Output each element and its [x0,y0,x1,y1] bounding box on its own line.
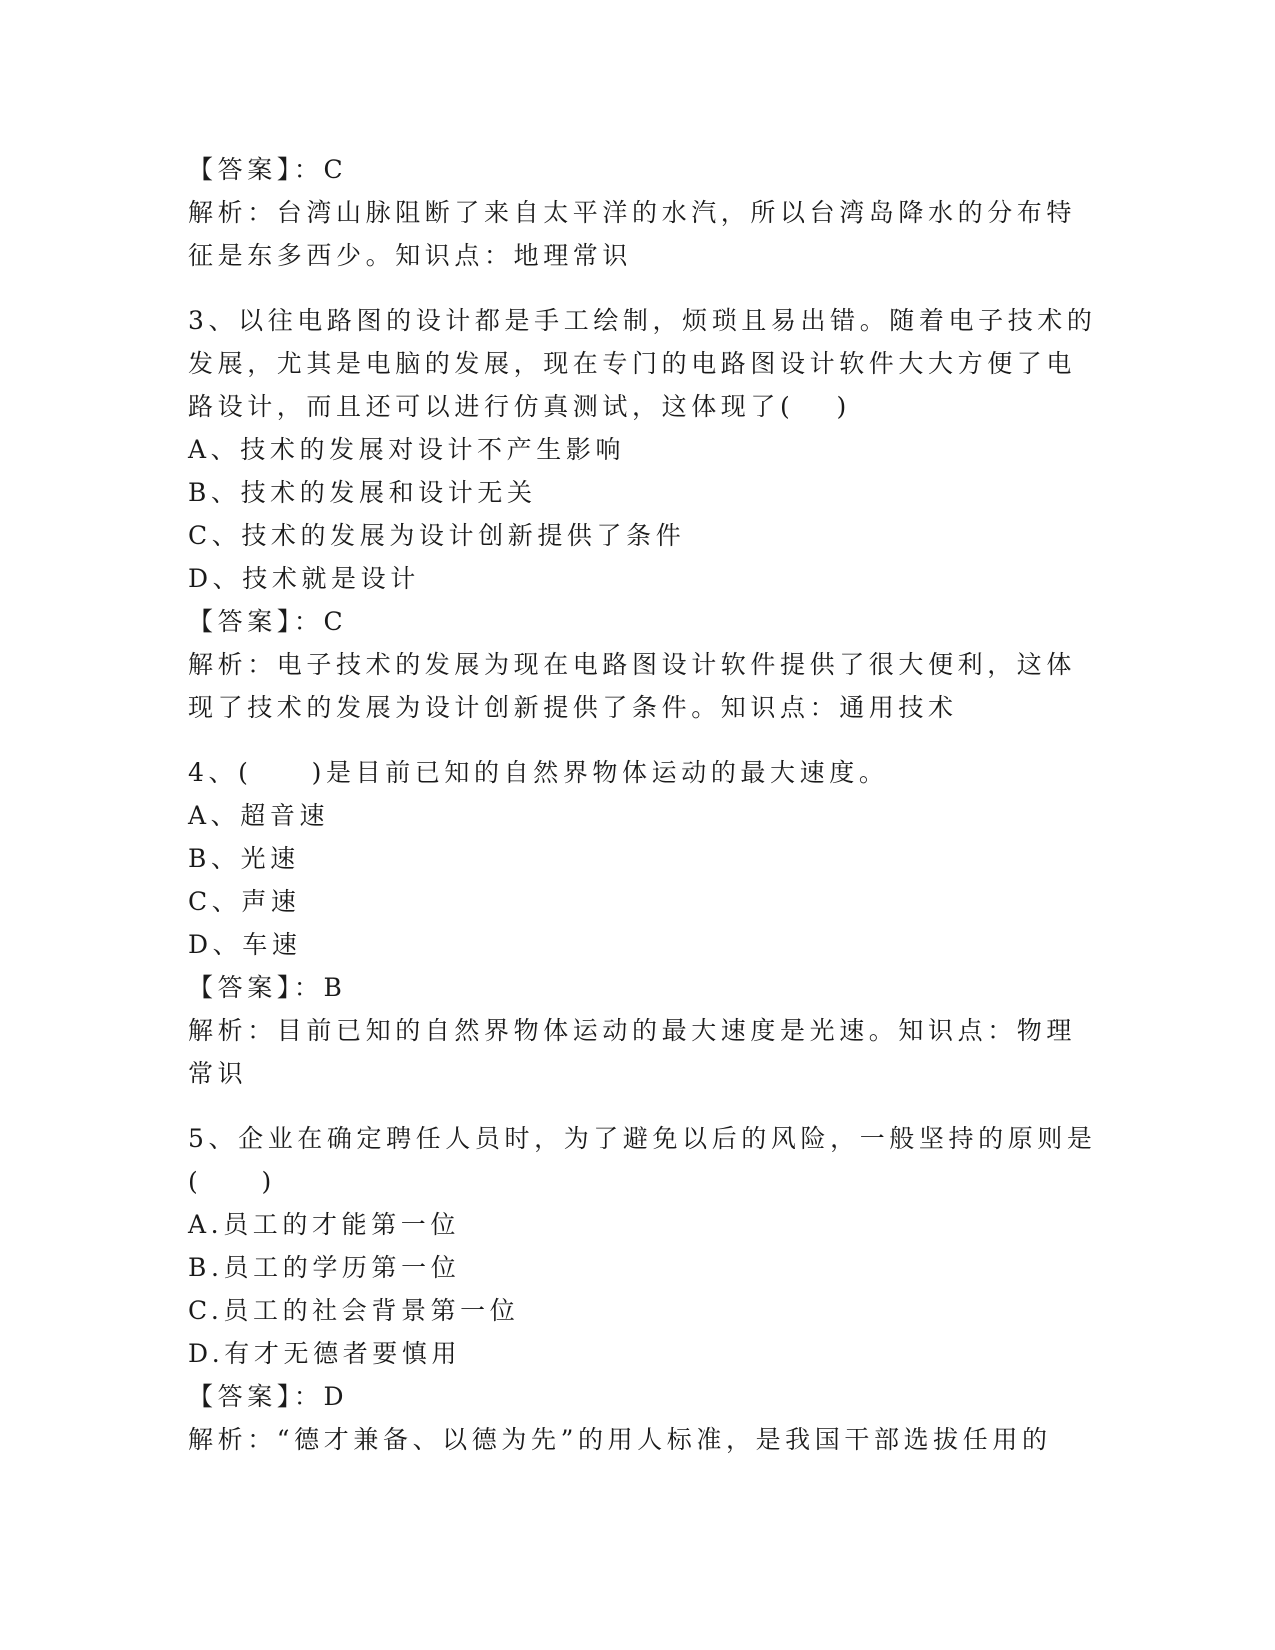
answer-separator: ： [293,155,324,184]
answer-line [188,600,1088,643]
option-a: A.员工的才能第一位 [188,1210,461,1239]
option-a: A、超音速 [188,801,330,830]
answer-label: 【答案】 [188,973,294,1002]
question-3 [188,299,1097,729]
answer-value: C [323,607,348,636]
question-stem-line: ( ) [188,1167,276,1196]
answer-value: C [323,155,348,184]
question-stem-line: 5、企业在确定聘任人员时，为了避免以后的风险，一般坚持的原则是 [188,1124,1097,1153]
analysis-line: 征是东多西少。知识点：地理常识 [188,241,633,270]
analysis-line: 解析：目前已知的自然界物体运动的最大速度是光速。知识点：物理 [188,1016,1077,1045]
answer-value: B [323,973,347,1002]
answer-separator: ： [293,607,324,636]
analysis-line: 解析：“德才兼备、以德为先”的用人标准，是我国干部选拔任用的 [188,1425,1052,1454]
answer-label: 【答案】 [188,1382,294,1411]
option-d: D、技术就是设计 [188,564,420,593]
document-page [188,148,1097,1461]
option-b: B.员工的学历第一位 [188,1253,461,1282]
answer-label: 【答案】 [188,607,294,636]
option-c: C.员工的社会背景第一位 [188,1296,520,1325]
analysis-line: 现了技术的发展为设计创新提供了条件。知识点：通用技术 [188,693,958,722]
option-b: B、技术的发展和设计无关 [188,478,537,507]
option-a: A、技术的发展对设计不产生影响 [188,435,626,464]
answer-line [188,148,1088,191]
question-4 [188,751,1088,1095]
answer-separator: ： [293,973,324,1002]
question-stem-line: 发展，尤其是电脑的发展，现在专门的电路图设计软件大大方便了电 [188,349,1077,378]
option-c: C、技术的发展为设计创新提供了条件 [188,521,686,550]
analysis-line: 解析：电子技术的发展为现在电路图设计软件提供了很大便利，这体 [188,650,1077,679]
answer-separator: ： [293,1382,324,1411]
option-c: C、声速 [188,887,301,916]
answer-block-q2 [188,148,1088,277]
answer-line [188,1375,1088,1418]
question-stem-line: 4、( )是目前已知的自然界物体运动的最大速度。 [188,758,889,787]
option-d: D、车速 [188,930,302,959]
option-d: D.有才无德者要慎用 [188,1339,462,1368]
answer-line [188,966,1088,1009]
question-stem-line: 3、以往电路图的设计都是手工绘制，烦琐且易出错。随着电子技术的 [188,306,1097,335]
answer-value: D [323,1382,349,1411]
analysis-line: 常识 [188,1059,248,1088]
option-b: B、光速 [188,844,300,873]
answer-label: 【答案】 [188,155,294,184]
question-stem-line: 路设计，而且还可以进行仿真测试，这体现了( ) [188,392,851,421]
analysis-line: 解析：台湾山脉阻断了来自太平洋的水汽，所以台湾岛降水的分布特 [188,198,1077,227]
question-5 [188,1117,1097,1461]
